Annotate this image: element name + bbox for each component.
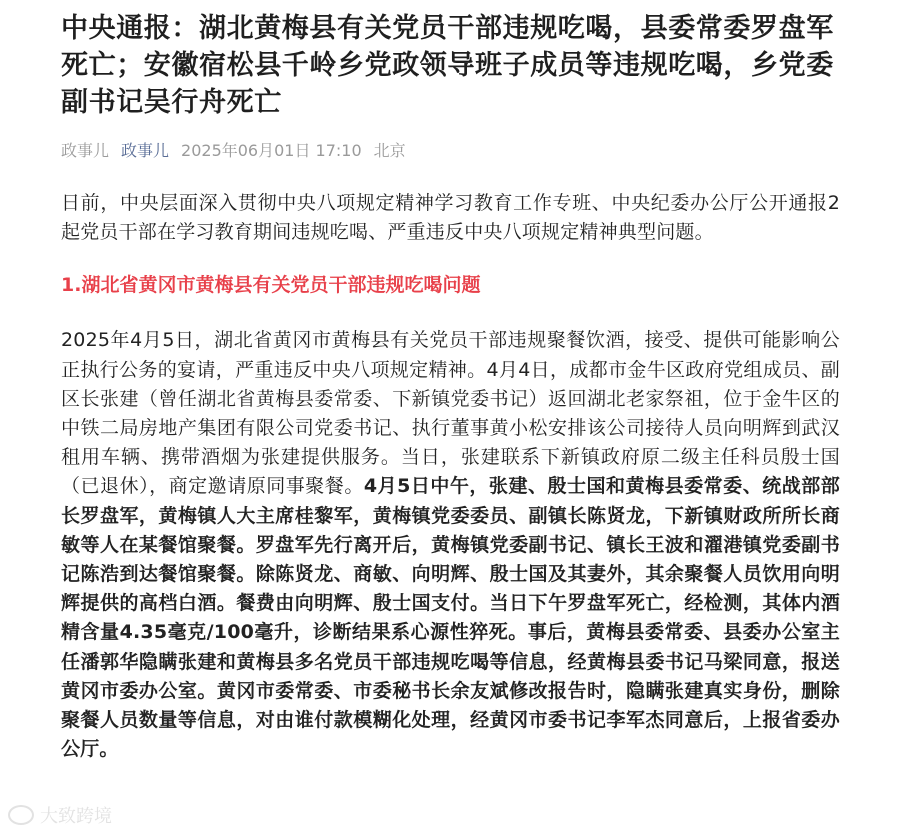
article-title: 中央通报：湖北黄梅县有关党员干部违规吃喝，县委常委罗盘军死亡；安徽宿松县千岭乡党政领导班子成员等违规吃喝，乡党委副书记吴行舟死亡 [61, 13, 834, 118]
watermark-logo-icon [8, 805, 34, 825]
watermark-text: 大致跨境 [40, 806, 112, 827]
body-bold-text: 4月5日中午，张建、殷士国和黄梅县委常委、统战部部长罗盘军，黄梅镇人大主席桂黎军，黄梅镇党委委员、副镇长陈贤龙，下新镇财政所所长商敏等人在某餐馆聚餐。罗盘军先行离开后，黄梅镇党委副书记、镇长王波和濯港镇党委副书记陈浩到达餐馆聚餐。除陈贤龙、商敏、向明辉、殷士国及其妻外，其余聚餐人员饮用向明辉提供的高档白酒。餐费由向明辉、殷士国支付。当日下午罗盘军死亡，经检测，其体内酒精含量4.35毫克/100毫升，诊断结果系心源性猝死。事后，黄梅县委常委、县委办公室主任潘郭华隐瞒张建和黄梅县多名党员干部违规吃喝等信息，经黄梅县委书记马梁同意，报送黄冈市委办公室。黄冈市委常委、市委秘书长余友斌修改报告时，隐瞒张建真实身份，删除聚餐人员数量等信息，对由谁付款模糊化处理，经黄冈市委书记李军杰同意后，上报省委办公厅。 [61, 475, 840, 761]
intro-paragraph: 日前，中央层面深入贯彻中央八项规定精神学习教育工作专班、中央纪委办公厅公开通报2起党员干部在学习教育期间违规吃喝、严重违反中央八项规定精神典型问题。 [61, 192, 840, 244]
watermark [8, 802, 112, 828]
section-body-paragraph [61, 326, 840, 764]
body-plain-text: 2025年4月5日，湖北省黄冈市黄梅县有关党员干部违规聚餐饮酒，接受、提供可能影响公正执行公务的宴请，严重违反中央八项规定精神。4月4日，成都市金牛区政府党组成员、副区长张建（曾任湖北省黄梅县委常委、下新镇党委书记）返回湖北老家祭祖，位于金牛区的中铁二局房地产集团有限公司党委书记、执行董事黄小松安排该公司接待人员向明辉到武汉租用车辆、携带酒烟为张建提供服务。当日，张建联系下新镇政府原二级主任科员殷士国（已退休），商定邀请原同事聚餐。 [61, 329, 840, 498]
meta-datetime: 2025年06月01日 17:10 [181, 140, 362, 160]
section-heading: 1.湖北省黄冈市黄梅县有关党员干部违规吃喝问题 [61, 274, 481, 297]
meta-source: 政事儿 [61, 140, 110, 160]
meta-location: 北京 [373, 140, 406, 160]
meta-account-link[interactable]: 政事儿 [121, 140, 170, 160]
article-meta [61, 137, 840, 161]
